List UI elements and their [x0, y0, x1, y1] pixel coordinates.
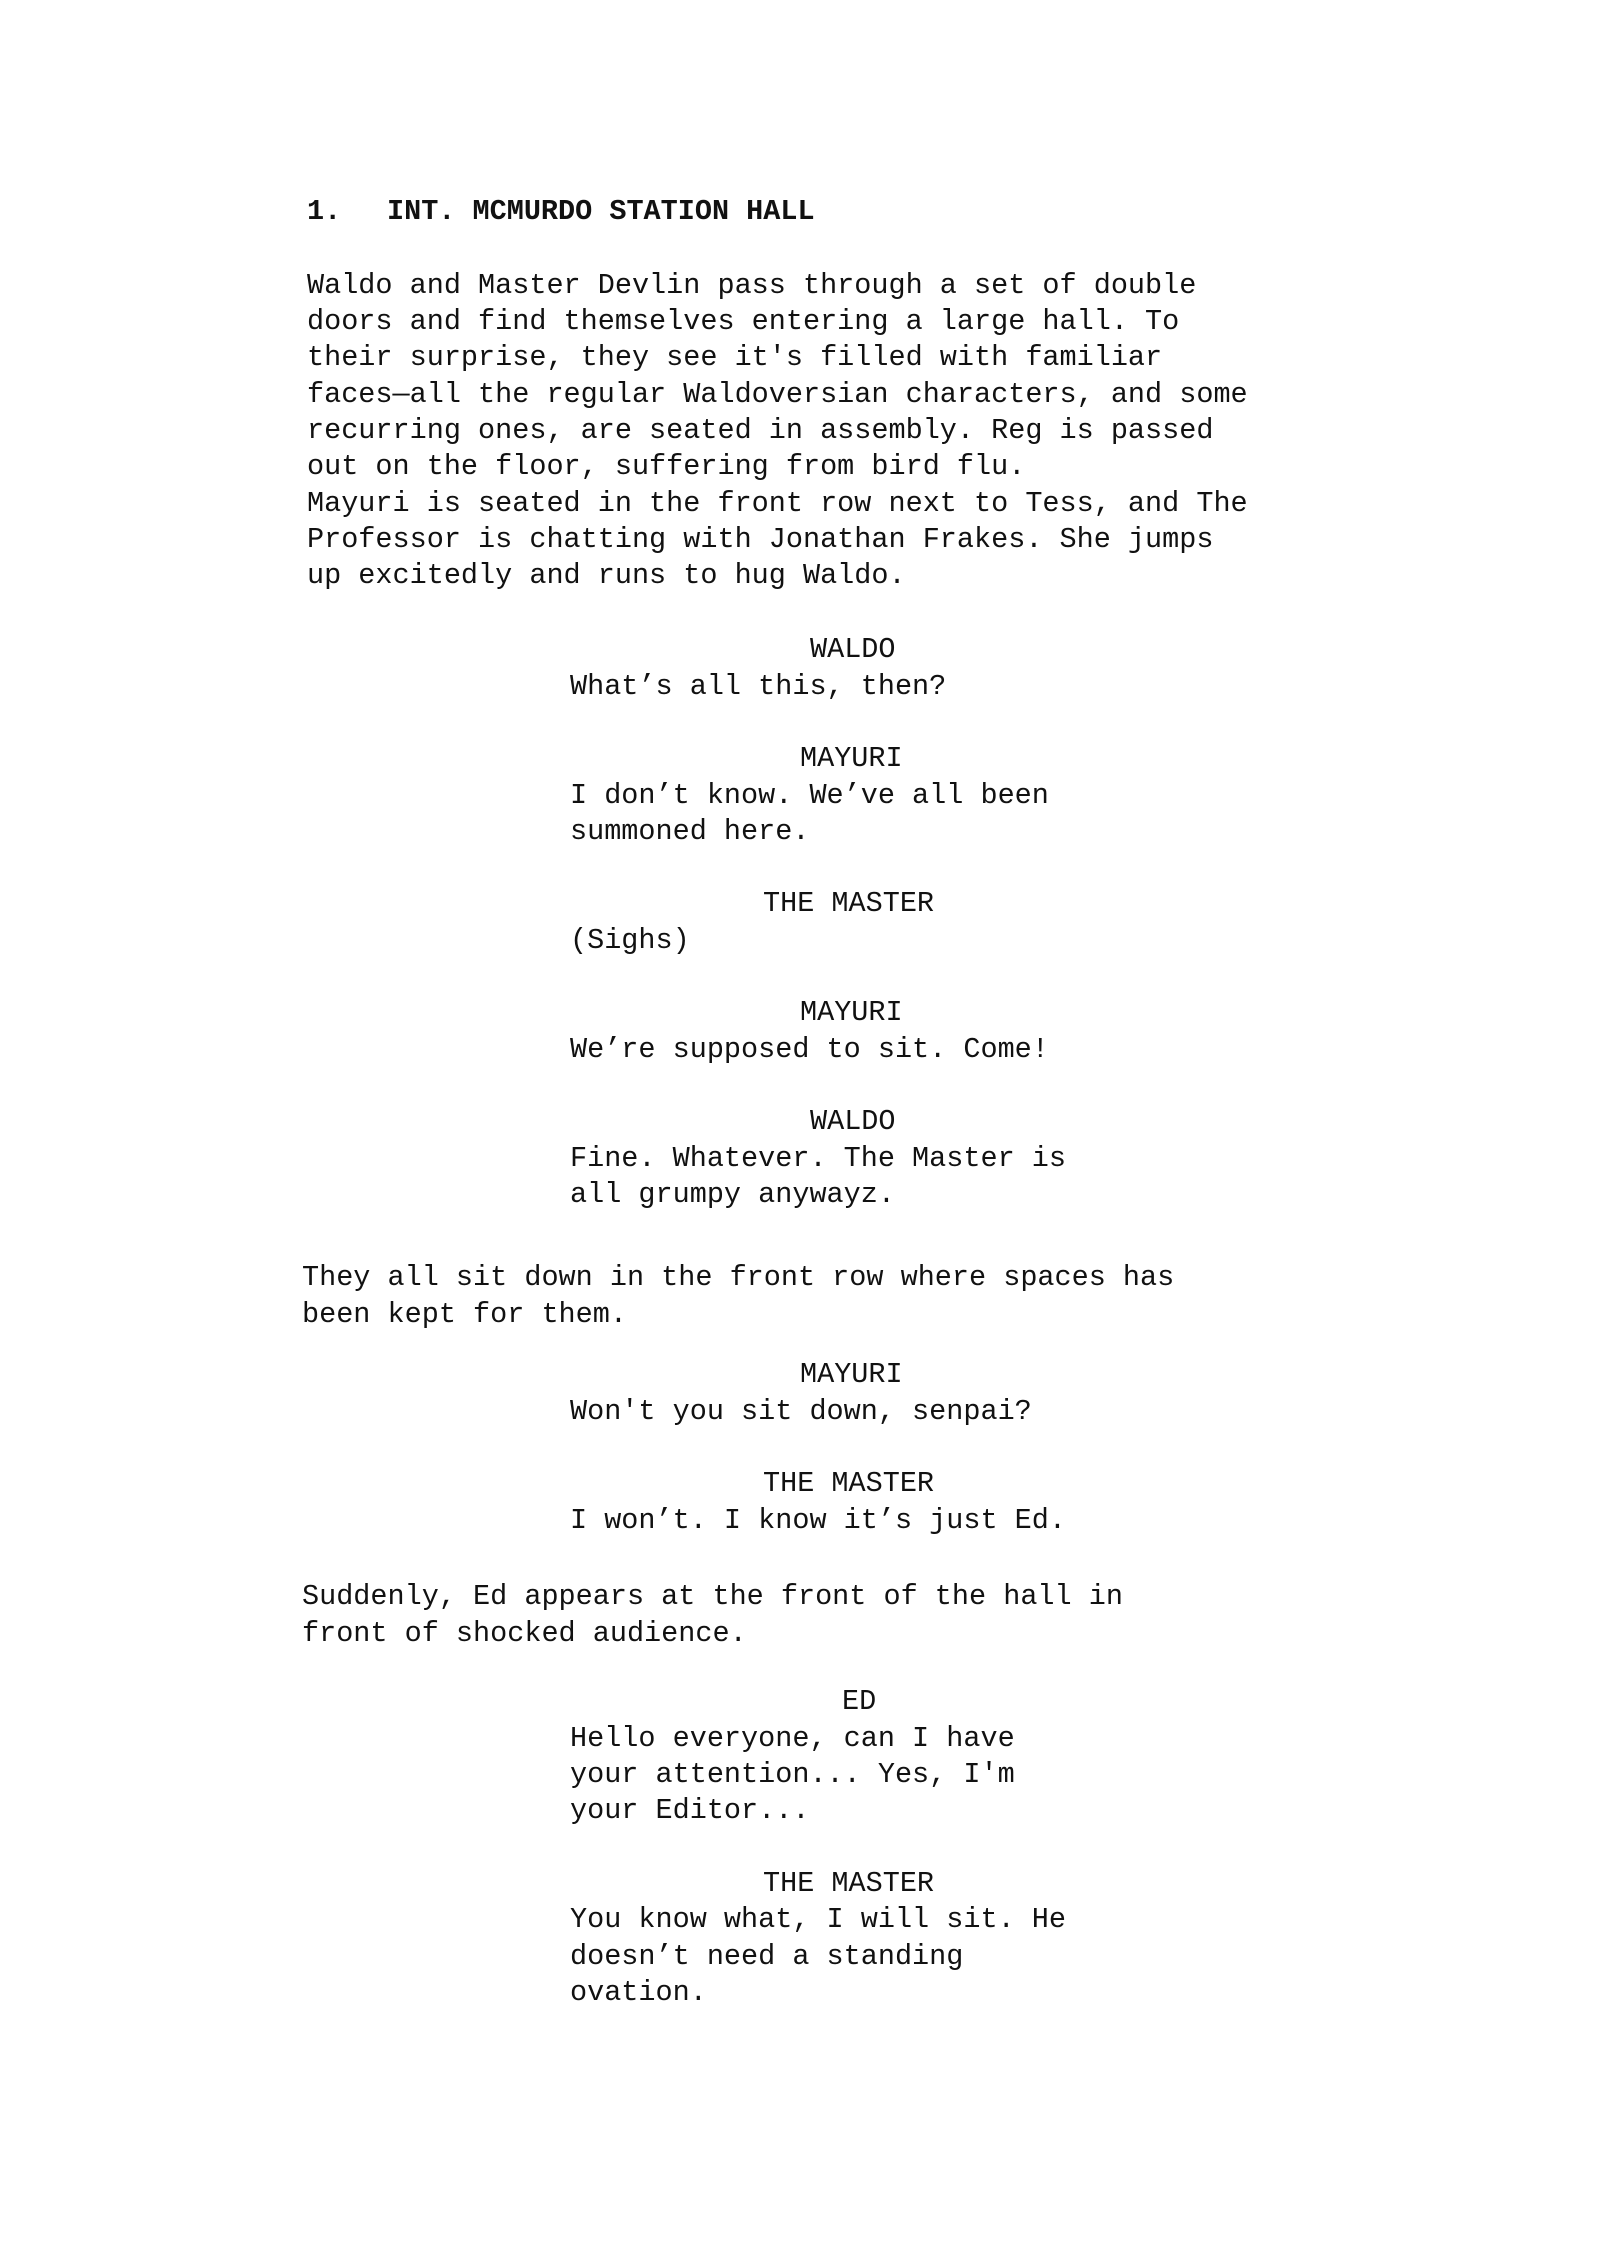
dialogue-line: I won’t. I know it’s just Ed. [570, 1504, 1066, 1537]
character-name: WALDO [810, 1105, 896, 1138]
action-line: recurring ones, are seated in assembly. Reg is passed [307, 414, 1214, 447]
character-name: ED [842, 1685, 877, 1718]
scene-number: 1. [307, 195, 342, 228]
action-line: up excitedly and runs to hug Waldo. [307, 559, 906, 592]
character-name: THE MASTER [763, 1467, 935, 1500]
dialogue-line: your attention... Yes, I'm [570, 1758, 1015, 1791]
action-line: been kept for them. [302, 1298, 627, 1331]
dialogue-line: all grumpy anywayz. [570, 1178, 895, 1211]
dialogue-line: We’re supposed to sit. Come! [570, 1033, 1049, 1066]
scene-heading: INT. MCMURDO STATION HALL [387, 195, 815, 228]
action-line: They all sit down in the front row where spaces has [302, 1261, 1175, 1294]
dialogue-line: Hello everyone, can I have [570, 1722, 1015, 1755]
character-name: MAYURI [800, 1358, 903, 1391]
dialogue-line: summoned here. [570, 815, 810, 848]
action-line: Suddenly, Ed appears at the front of the hall in [302, 1580, 1123, 1613]
dialogue-line: Won't you sit down, senpai? [570, 1395, 1032, 1428]
dialogue-line: You know what, I will sit. He [570, 1903, 1066, 1936]
dialogue-line: ovation. [570, 1976, 707, 2009]
action-line: Waldo and Master Devlin pass through a set of double [307, 269, 1197, 302]
character-name: WALDO [810, 633, 896, 666]
action-line: doors and find themselves entering a large hall. To [307, 305, 1180, 338]
dialogue-line: What’s all this, then? [570, 670, 947, 703]
dialogue-line: doesn’t need a standing [570, 1940, 964, 1973]
character-name: MAYURI [800, 996, 903, 1029]
character-name: MAYURI [800, 742, 903, 775]
action-line: their surprise, they see it's filled with familiar [307, 341, 1163, 374]
dialogue-line: I don’t know. We’ve all been [570, 779, 1049, 812]
action-line: out on the floor, suffering from bird flu. [307, 450, 1026, 483]
action-line: Professor is chatting with Jonathan Frakes. She jumps [307, 523, 1214, 556]
parenthetical: (Sighs) [570, 924, 690, 957]
dialogue-line: your Editor... [570, 1794, 810, 1827]
character-name: THE MASTER [763, 887, 935, 920]
action-line: faces—all the regular Waldoversian characters, and some [307, 378, 1248, 411]
dialogue-line: Fine. Whatever. The Master is [570, 1142, 1066, 1175]
character-name: THE MASTER [763, 1867, 935, 1900]
action-line: Mayuri is seated in the front row next to Tess, and The [307, 487, 1248, 520]
action-line: front of shocked audience. [302, 1617, 747, 1650]
